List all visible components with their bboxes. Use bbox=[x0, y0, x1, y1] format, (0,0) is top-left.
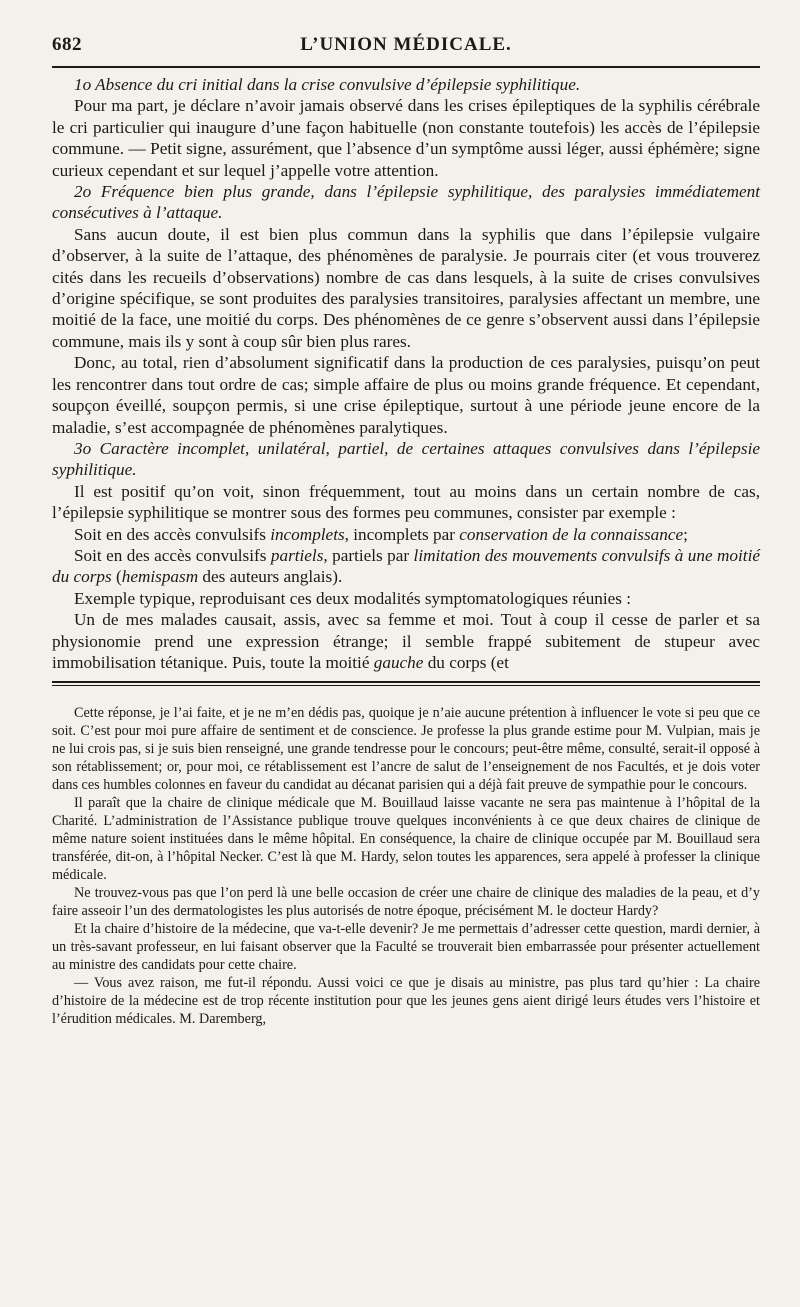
main-text bbox=[52, 74, 760, 673]
emphasis: limitation des mouvements convulsifs à une moitié du corps bbox=[52, 545, 760, 587]
text-run: ( bbox=[111, 567, 122, 587]
note-paragraph: Il paraît que la chaire de clinique médicale que M. Bouillaud laisse vacante ne sera pas maintenue à l’hôpital de la Charité. L’administration de l’Assistance publique trouve quelques inconvénients à ce que deux chaires de clinique de même nature soient instituées dans le même hôpital. En conséquence, la chaire de clinique occupée par M. Bouillaud sera transférée, dit-on, à l’hôpital Necker. C’est là que M. Hardy, selon toutes les apparences, sera appelé à professer la clinique médicale. bbox=[52, 795, 760, 884]
text-run: du corps (et bbox=[423, 652, 509, 672]
text-run: des auteurs anglais). bbox=[198, 567, 343, 587]
note-paragraph: Et la chaire d’histoire de la médecine, que va-t-elle devenir? Je me permettais d’adresser cette question, mardi dernier, à un très-savant professeur, en lui faisant observer que la Faculté se trouverait bien embarrassée pour présenter actuellement au ministre des candidats pour cette chaire. bbox=[52, 921, 760, 974]
text-run: , partiels par bbox=[323, 545, 414, 565]
paragraph: Pour ma part, je déclare n’avoir jamais observé dans les crises épileptiques de la syphilis cérébrale le cri particulier qui inaugure d’une façon habituelle (non constante toutefois) les accès de l’épilepsie commune. — Petit signe, assurément, que l’absence d’un symptôme aussi léger, aussi éphémère; signe curieux cependant et sur lequel j’appelle votre attention. bbox=[52, 96, 760, 180]
paragraph bbox=[52, 524, 760, 545]
section-heading-3: 3o Caractère incomplet, unilatéral, partiel, de certaines attaques convulsives dans l’épilepsie syphilitique. bbox=[52, 438, 760, 480]
emphasis: conservation de la connaissance bbox=[459, 524, 684, 544]
section-heading-1: 1o Absence du cri initial dans la crise convulsive d’épilepsie syphilitique. bbox=[74, 75, 581, 94]
paragraph: Exemple typique, reproduisant ces deux modalités symptomatologiques réunies : bbox=[74, 588, 632, 608]
text-run: Soit en des accès convulsifs bbox=[74, 524, 271, 544]
emphasis: partiels bbox=[270, 545, 324, 565]
section-separator bbox=[52, 681, 760, 686]
paragraph bbox=[52, 609, 760, 673]
separator-rule-thin bbox=[52, 685, 760, 686]
section-heading-2: 2o Fréquence bien plus grande, dans l’épilepsie syphilitique, des paralysies immédiatement consécutives à l’attaque. bbox=[52, 182, 760, 223]
separator-rule-thick bbox=[52, 681, 760, 683]
page-number: 682 bbox=[52, 34, 82, 55]
journal-title: L’UNION MÉDICALE. bbox=[300, 34, 512, 55]
running-header bbox=[52, 30, 760, 60]
emphasis: gauche bbox=[373, 652, 424, 672]
note-paragraph: — Vous avez raison, me fut-il répondu. Aussi voici ce que je disais au ministre, pas plus tard qu’hier : La chaire d’histoire de la médecine est de trop récente institution pour que les jeunes gens aient dirigé leurs études vers l’histoire et l’érudition médicales. M. Daremberg, bbox=[52, 975, 760, 1028]
header-rule bbox=[52, 66, 760, 68]
text-run: , incomplets par bbox=[344, 524, 460, 544]
note-paragraph: Cette réponse, je l’ai faite, et je ne m’en dédis pas, quoique je n’aie aucune prétention à influencer le vote si peu que ce soit. C’est pour moi pure affaire de sentiment et de conscience. Je professe la plus grande estime pour M. Vulpian, mais je ne lui crois pas, si je suis bien renseigné, une grande tendresse pour le concours; peut-être même, consulté, serait-il opposé à son rétablissement; or, pour moi, ce rétablissement est l’ancre de salut de l’enseignement de nos Facultés, et je dois voter dans ces humbles colonnes en faveur du candidat au décanat parisien qui a déjà fait preuve de sympathie pour le concours. bbox=[52, 705, 760, 794]
note-paragraph: Ne trouvez-vous pas que l’on perd là une belle occasion de créer une chaire de clinique des maladies de la peau, et d’y faire asseoir l’un des dermatologistes les plus autorisés de notre époque, précisément M. le docteur Hardy? bbox=[52, 885, 760, 920]
emphasis: incomplets bbox=[270, 524, 345, 544]
text-run: Un de mes malades causait, assis, avec sa femme et moi. Tout à coup il cesse de parler et sa physionomie prend une expression étrange; il semble frappé subitement de stupeur avec immobilisation tétanique. Puis, toute la moitié bbox=[52, 610, 760, 672]
emphasis: hemispasm bbox=[121, 567, 199, 587]
feuilleton-text bbox=[52, 704, 760, 1028]
paragraph: Il est positif qu’on voit, sinon fréquemment, tout au moins dans un certain nombre de cas, l’épilepsie syphilitique se montrer sous des formes peu communes, consister par exemple : bbox=[52, 481, 760, 523]
text-run: Soit en des accès convulsifs bbox=[74, 545, 271, 565]
paragraph: Donc, au total, rien d’absolument significatif dans la production de ces paralysies, puisqu’on peut les rencontrer dans tout ordre de cas; simple affaire de plus ou moins grande fréquence. Et cependant, soupçon éveillé, soupçon permis, si une crise épileptique, surtout à une période jeune encore de la maladie, s’est accompagnée de phénomènes paralytiques. bbox=[52, 353, 760, 437]
text-run: ; bbox=[683, 524, 688, 544]
paragraph: Sans aucun doute, il est bien plus commun dans la syphilis que dans l’épilepsie vulgaire d’observer, à la suite de l’attaque, des phénomènes de paralysie. Je pourrais citer (et vous trouverez cités dans les recueils d’observations) nombre de cas dans lesquels, à la suite de crises convulsives d’origine spécifique, se sont produites des paralysies transitoires, paralysies affectant un membre, une moitié de la face, une moitié du corps. Des phénomènes de ce genre s’observent aussi dans l’épilepsie commune, mais ils y sont à coup sûr bien plus rares. bbox=[52, 224, 760, 351]
paragraph bbox=[52, 545, 760, 588]
